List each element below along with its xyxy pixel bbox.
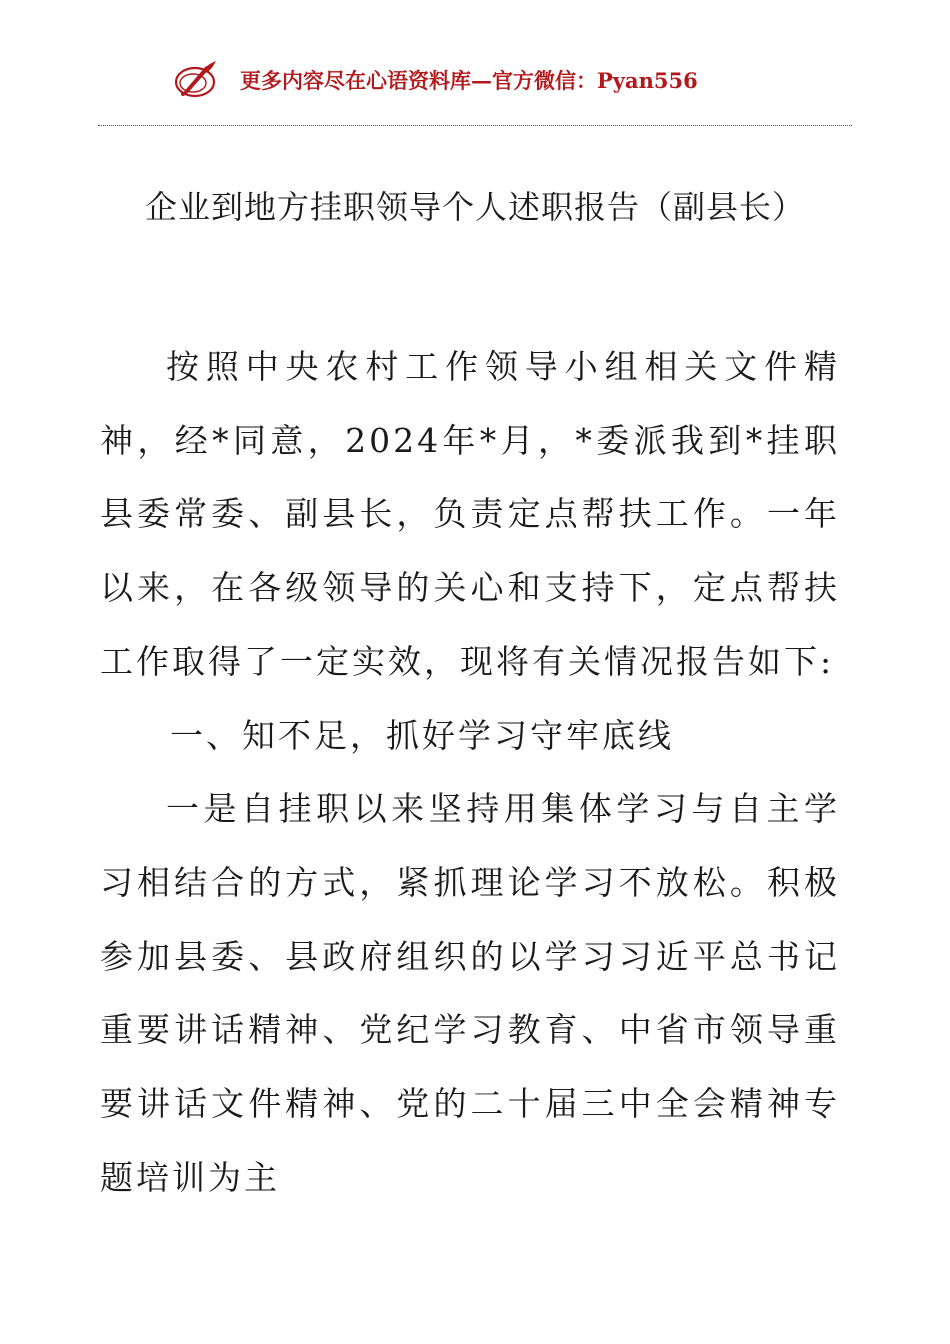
header-divider: [98, 125, 852, 126]
document-body: [100, 330, 840, 1214]
paragraph-intro: 按照中央农村工作领导小组相关文件精神，经*同意，2024年*月，*委派我到*挂职县委常委、副县长，负责定点帮扶工作。一年以来，在各级领导的关心和支持下，定点帮扶工作取得了一定实效，现将有关情况报告如下:: [100, 347, 840, 681]
section-heading-1: 一、知不足，抓好学习守牢底线: [170, 715, 674, 755]
paragraph-study: 一是自挂职以来坚持用集体学习与自主学习相结合的方式，紧抓理论学习不放松。积极参加县委、县政府组织的以学习习近平总书记重要讲话精神、党纪学习教育、中省市领导重要讲话文件精神、党的二十届三中全会精神专题培训为主: [100, 789, 840, 1197]
quill-pen-icon: [172, 60, 218, 100]
page-header: [0, 58, 950, 102]
brand-header-text: 更多内容尽在心语资料库—官方微信：Pyan556: [240, 68, 698, 93]
document-title: 企业到地方挂职领导个人述职报告（副县长）: [144, 188, 805, 226]
